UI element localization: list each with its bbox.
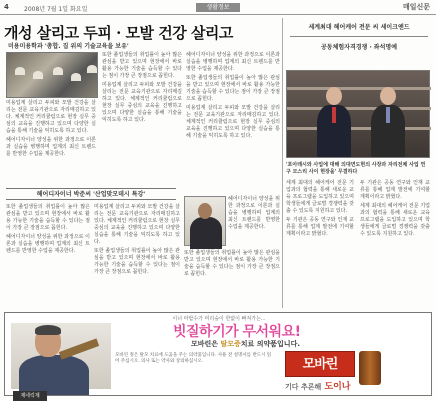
page-number: 4: [4, 3, 9, 11]
sub-section-title: 헤어디자이너 박준씨 '산업맞모데시 특강': [6, 188, 176, 200]
article1-paragraph: 미용업계 살리고 두피와 모발 건강을 살리는 전문 교육기관으로 자리매김하고 있다. 체계적인 커리큘럼으로 현장 실무 중심의 교육을 진행하고 있으며 다양한 실습을 통해 기술을 익히도록 하고 있다.: [6, 100, 96, 134]
ad-subline-highlight: 탈모증: [220, 340, 241, 348]
article1-paragraph: 미용업계 살리고 두피와 모발 건강을 살리는 전문 교육기관으로 자리매김하고 있다. 체계적인 커리큘럼으로 현장 실무 중심의 교육을 진행하고 있으며 다양한 실습을 통해 기술을 익히도록 하고 있다.: [102, 82, 182, 123]
article1-column-4: [6, 204, 90, 308]
article2-paragraph: 두 기관은 공동 연구와 인재 교류를 통해 업계 발전에 기여할 계획이라고 밝혔다.: [286, 217, 354, 237]
classroom-photo: [6, 52, 98, 98]
article1-paragraph: 또한 졸업생들의 취업률이 높아 많은 관심을 받고 있으며 현장에서 바로 활용 가능한 기술을 습득할 수 있다는 점이 가장 큰 장점으로 꼽힌다.: [186, 75, 280, 102]
comb-icon: [59, 338, 99, 359]
advertisement: [4, 312, 432, 399]
article1-paragraph: 미용업계 살리고 두피와 모발 건강을 살리는 전문 교육기관으로 자리매김하고 있다. 체계적인 커리큘럼으로 현장 실무 중심의 교육을 진행하고 있으며 다양한 실습을 통해 기술을 익히도록 하고 있다.: [94, 204, 180, 245]
article1-paragraph: 또한 졸업생들의 취업률이 높아 많은 관심을 받고 있으며 현장에서 바로 활용 가능한 기술을 습득할 수 있다는 점이 가장 큰 장점으로 꼽힌다.: [6, 204, 90, 231]
ad-subline: [191, 339, 300, 349]
article1-column-1: [6, 100, 96, 186]
article1-column-5: [94, 204, 180, 308]
article1-paragraph: 또한 졸업생들의 취업률이 높아 많은 관심을 받고 있으며 현장에서 바로 활용 가능한 기술을 습득할 수 있다는 점이 가장 큰 장점으로 꼽힌다.: [94, 248, 180, 275]
ad-badge: 제네릭제: [13, 391, 47, 401]
issue-date: 2008년 7월 1일 화요일: [24, 6, 88, 13]
section-label: 생활정보: [196, 3, 240, 12]
article1-column-7: [184, 250, 280, 308]
article2-paragraph: 세계 최대의 헤어케어 전문 기업과의 협력을 통해 새로운 교육 프로그램을 도입하고 있으며 학생들에게 글로벌 경쟁력을 갖출 수 있도록 지원하고 있다.: [286, 180, 354, 214]
ad-body-text: 모바린 정은 탈모 치료에 도움을 주는 의약품입니다. 사용 전 설명서를 반드시 읽어 주십시오. 의사 또는 약사와 상의하십시오.: [115, 353, 272, 364]
article1-paragraph: 헤어디자이너 양성을 위한 과정으로 이론과 실습을 병행하며 업계의 최신 트렌드를 반영한 수업을 제공한다.: [6, 234, 90, 254]
article1-column-2: [102, 52, 182, 186]
column-divider: [282, 18, 283, 308]
main-headline: 개성 살리고 두피 · 모발 건강 살리고: [4, 24, 233, 42]
article1-paragraph: 미용업계 살리고 두피와 모발 건강을 살리는 전문 교육기관으로 자리매김하고 있다. 체계적인 커리큘럼으로 현장 실무 중심의 교육을 진행하고 있으며 다양한 실습을 통해 기술을 익히도록 하고 있다.: [186, 105, 280, 139]
article2-column-2: [360, 180, 430, 308]
ad-brand-line: [285, 379, 431, 393]
article1-paragraph: 헤어디자이너 양성을 위한 과정으로 이론과 실습을 병행하며 업계의 최신 트렌드를 반영한 수업을 제공한다.: [228, 196, 280, 230]
article1-paragraph: 헤어디자이너 양성을 위한 과정으로 이론과 실습을 병행하며 업계의 최신 트렌드를 반영한 수업을 제공한다.: [186, 52, 280, 72]
ad-subline-pre: 모바린은: [191, 340, 221, 348]
article1-paragraph: 또한 졸업생들의 취업률이 높아 많은 관심을 받고 있으며 현장에서 바로 활용 가능한 기술을 습득할 수 있다는 점이 가장 큰 장점으로 꼽힌다.: [102, 52, 182, 79]
ad-headline: 빗질하기가 무서워요!: [173, 324, 301, 340]
article1-column-6: [228, 196, 280, 246]
ad-brand-prefix: 기다 추론해: [285, 383, 322, 391]
designer-photo: [184, 196, 226, 246]
partners-photo: [286, 70, 430, 158]
photo-caption: '포아래시와 사업에 대해 의대면도현의 사장과 자리전체 사업 연구 모스리 사이 현장을' 무결하다: [286, 162, 426, 175]
ad-top-line: 이너 마랍수가 머리숲이 한없이 빠져가는...: [172, 316, 266, 322]
article2-paragraph: 두 기관은 공동 연구와 인재 교류를 통해 업계 발전에 기여할 계획이라고 밝혔다.: [360, 180, 430, 200]
ad-subline-post: 치료 의약품입니다.: [240, 340, 300, 348]
side-article-title: 세계최대 헤어케어 전문 씨 세이크앤드: [308, 24, 410, 31]
article2-paragraph: 세계 최대의 헤어케어 전문 기업과의 협력을 통해 새로운 교육 프로그램을 도입하고 있으며 학생들에게 글로벌 경쟁력을 갖출 수 있도록 지원하고 있다.: [360, 203, 430, 237]
article1-column-3: [186, 52, 280, 190]
article1-paragraph: 헤어디자이너 양성을 위한 과정으로 이론과 실습을 병행하며 업계의 최신 트렌드를 반영한 수업을 제공한다.: [6, 137, 96, 157]
side-article-subtitle: 공동체험자격경쟁 · 좌석명예: [320, 44, 397, 51]
ad-brand-name: 도이나: [324, 382, 351, 392]
ad-model-photo: [11, 323, 111, 399]
paper-name: 매일신문: [402, 3, 430, 11]
article2-column-1: [286, 180, 354, 308]
ad-product-box: 모바린: [285, 351, 355, 377]
article1-paragraph: 또한 졸업생들의 취업률이 높아 많은 관심을 받고 있으며 현장에서 바로 활용 가능한 기술을 습득할 수 있다는 점이 가장 큰 장점으로 꼽힌다.: [184, 250, 280, 277]
main-subheadline: 미용미용학과 '총합. 집 위의 기술교육을 보유': [8, 43, 129, 50]
title-rule: [290, 36, 428, 37]
page-header: [0, 0, 436, 15]
